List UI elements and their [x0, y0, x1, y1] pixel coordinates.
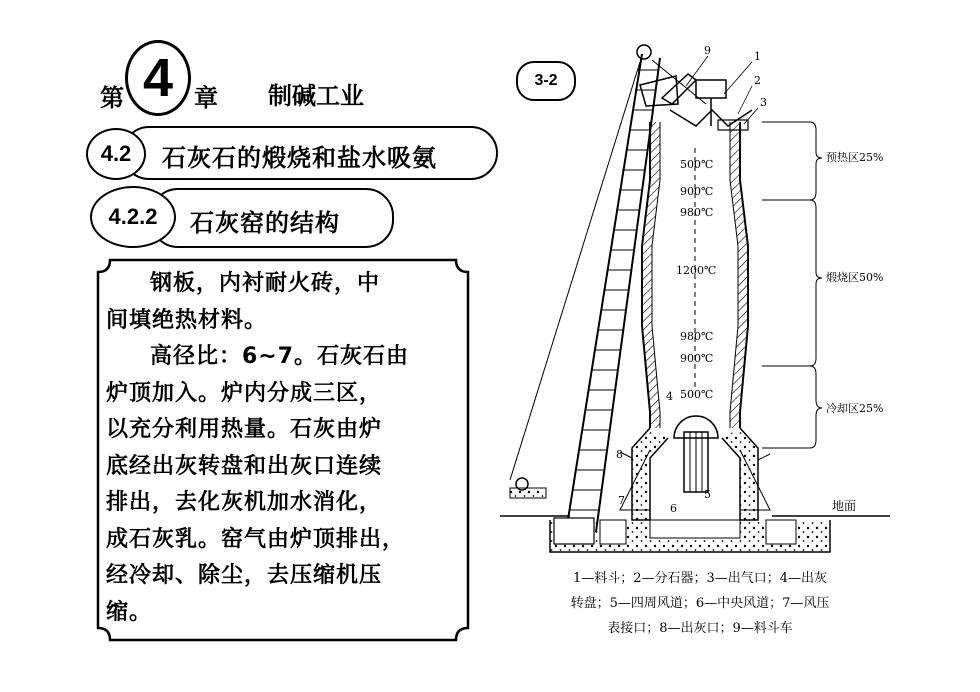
part-number: 3 [760, 96, 767, 109]
ground-label: 地面 [832, 499, 857, 513]
skip-hoist [510, 45, 706, 532]
figure-caption [500, 566, 900, 641]
kiln-top [662, 74, 752, 130]
temperature-label: 980℃ [680, 206, 714, 219]
temperature-label: 500℃ [680, 158, 714, 171]
body-line: 缩。 [106, 599, 153, 625]
section-title: 石灰石的煅烧和盐水吸氨 [162, 144, 437, 172]
body-line: 以充分利用热量。石灰由炉 [106, 417, 383, 442]
caption-line: 转盘；5—四周风道；6—中央风道；7—风压 [570, 596, 830, 611]
caption-line: 1—料斗；2—分石器；3—出气口；4—出灰 [572, 571, 828, 586]
caption-line: 表接口；8—出灰口；9—料斗车 [607, 621, 793, 636]
body-line: 间填绝热材料。 [106, 307, 268, 333]
temperature-label: 500℃ [680, 388, 714, 401]
temperature-label: 980℃ [680, 330, 714, 343]
zone-label-preheat: 预热区25% [826, 151, 884, 164]
figure-label: 3-2 [516, 61, 576, 101]
body-line: 底经出灰转盘和出灰口连续 [106, 453, 383, 479]
temperature-label: 900℃ [680, 352, 714, 365]
body-line: 高径比：6~7。石灰石由 [150, 344, 410, 369]
temperature-label: 900℃ [680, 185, 714, 198]
part-number: 1 [754, 50, 761, 63]
zone-label-calcination: 煅烧区50% [826, 271, 884, 284]
part-number: 6 [670, 502, 677, 515]
chapter-prefix: 第 [100, 84, 124, 112]
part-number: 5 [704, 488, 711, 501]
zone-braces [762, 122, 822, 448]
part-number: 4 [666, 390, 673, 403]
part-number: 2 [754, 74, 761, 87]
subsection-title: 石灰窑的结构 [190, 209, 340, 237]
body-text [106, 266, 466, 631]
body-line: 炉顶加入。炉内分成三区， [106, 380, 383, 406]
lime-kiln-diagram [500, 40, 920, 565]
zone-label-cooling: 冷却区25% [826, 402, 884, 415]
subsection-number-badge: 4.2.2 [90, 186, 176, 248]
chapter-suffix: 章 [194, 84, 218, 112]
chapter-number: 4 [125, 40, 191, 116]
chapter-title: 制碱工业 [268, 82, 364, 110]
section-number-badge: 4.2 [86, 128, 146, 180]
part-number: 8 [616, 448, 623, 461]
part-number: 7 [618, 494, 625, 507]
kiln-base [500, 416, 890, 552]
body-line: 钢板，内衬耐火砖，中 [150, 271, 381, 296]
part-number: 9 [704, 44, 711, 57]
temperature-label: 1200℃ [676, 264, 717, 277]
body-line: 成石灰乳。窑气由炉顶排出， [106, 526, 406, 552]
body-line: 排出，去化灰机加水消化， [106, 490, 383, 515]
body-line: 经冷却、除尘，去压缩机压 [106, 563, 383, 588]
